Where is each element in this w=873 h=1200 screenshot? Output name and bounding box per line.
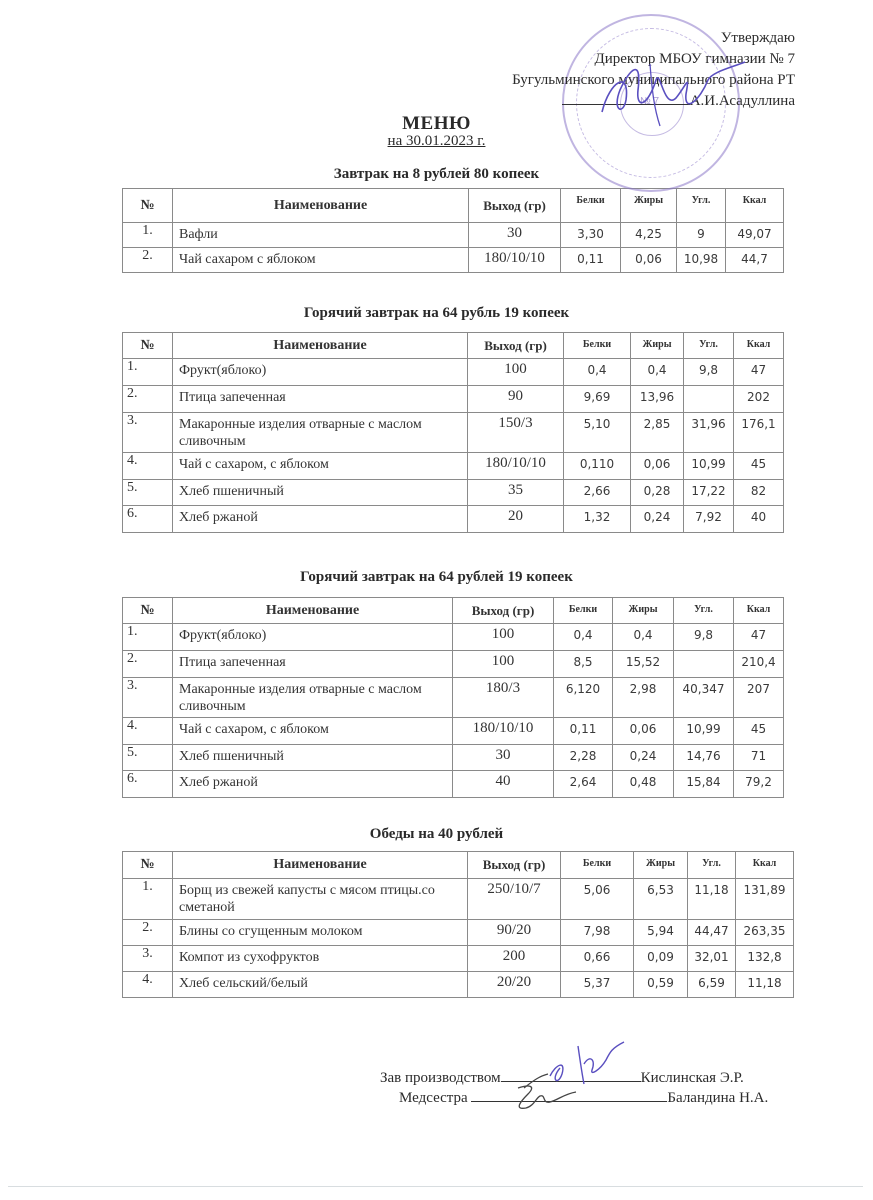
row-carbs: 32,01: [688, 946, 736, 972]
col-name: Наименование: [173, 189, 469, 223]
row-carbs: 15,84: [674, 771, 734, 798]
row-carbs: [674, 651, 734, 678]
row-fat: 5,94: [634, 920, 688, 946]
row-fat: 0,4: [613, 624, 674, 651]
row-no: 5.: [123, 745, 173, 771]
table-row: [123, 920, 794, 946]
stamp-number: № 7: [640, 96, 660, 107]
signer-name: Баландина Н.А.: [667, 1090, 769, 1106]
row-name: Птица запеченная: [173, 386, 468, 413]
row-yield: 180/3: [453, 678, 554, 718]
row-protein: 8,5: [554, 651, 613, 678]
col-kcal: Ккал: [736, 852, 794, 879]
row-kcal: 11,18: [736, 972, 794, 998]
row-no: 3.: [123, 413, 173, 453]
table-header-row: [123, 852, 794, 879]
row-kcal: 40: [734, 506, 784, 533]
page-title: МЕНЮ: [402, 113, 471, 134]
row-fat: 0,06: [621, 248, 677, 273]
row-no: 1.: [123, 879, 173, 920]
row-kcal: 176,1: [734, 413, 784, 453]
signature-row-nurse: [380, 1088, 768, 1108]
row-no: 5.: [123, 480, 173, 506]
col-no: №: [123, 189, 173, 223]
row-fat: 2,98: [613, 678, 674, 718]
row-kcal: 210,4: [734, 651, 784, 678]
row-carbs: 10,99: [674, 718, 734, 745]
section-title-breakfast: Завтрак на 8 рублей 80 копеек: [333, 166, 540, 182]
row-protein: 9,69: [564, 386, 631, 413]
row-kcal: 45: [734, 718, 784, 745]
section-title-hot-breakfast-1: Горячий завтрак на 64 рубль 19 копеек: [303, 305, 570, 321]
row-name: Чай сахаром с яблоком: [173, 248, 469, 273]
row-name: Хлеб пшеничный: [173, 745, 453, 771]
row-fat: 15,52: [613, 651, 674, 678]
row-name: Макаронные изделия отварные с маслом сливочным: [173, 678, 453, 718]
col-protein: Белки: [554, 598, 613, 624]
row-carbs: [684, 386, 734, 413]
row-protein: 2,64: [554, 771, 613, 798]
col-no: №: [123, 598, 173, 624]
approval-district: Бугульминского муниципального района РТ: [512, 72, 795, 88]
table-row: [123, 678, 784, 718]
signature-line: [501, 1068, 641, 1082]
col-name: Наименование: [173, 852, 468, 879]
row-yield: 40: [453, 771, 554, 798]
col-yield: Выход (гр): [469, 189, 561, 223]
row-yield: 200: [468, 946, 561, 972]
table-header-row: [123, 333, 784, 359]
row-protein: 2,28: [554, 745, 613, 771]
col-name: Наименование: [173, 333, 468, 359]
col-no: №: [123, 852, 173, 879]
row-no: 6.: [123, 771, 173, 798]
row-yield: 250/10/7: [468, 879, 561, 920]
row-protein: 0,66: [561, 946, 634, 972]
row-kcal: 207: [734, 678, 784, 718]
row-kcal: 202: [734, 386, 784, 413]
col-no: №: [123, 333, 173, 359]
row-carbs: 11,18: [688, 879, 736, 920]
col-kcal: Ккал: [726, 189, 784, 223]
row-yield: 20: [468, 506, 564, 533]
table-header-row: [123, 598, 784, 624]
section-title-hot-breakfast-2: Горячий завтрак на 64 рублей 19 копеек: [300, 569, 573, 585]
row-name: Хлеб ржаной: [173, 771, 453, 798]
row-kcal: 132,8: [736, 946, 794, 972]
row-no: 1.: [123, 223, 173, 248]
approval-signer-row: [512, 91, 795, 112]
row-fat: 0,4: [631, 359, 684, 386]
col-kcal: Ккал: [734, 598, 784, 624]
col-name: Наименование: [173, 598, 453, 624]
row-kcal: 71: [734, 745, 784, 771]
table-row: [123, 480, 784, 506]
row-fat: 0,24: [631, 506, 684, 533]
row-name: Птица запеченная: [173, 651, 453, 678]
signer-role: Медсестра: [399, 1090, 468, 1106]
row-yield: 30: [469, 223, 561, 248]
row-carbs: 14,76: [674, 745, 734, 771]
scan-edge-divider: [8, 1186, 863, 1187]
row-name: Фрукт(яблоко): [173, 624, 453, 651]
row-carbs: 10,99: [684, 453, 734, 480]
row-name: Блины со сгущенным молоком: [173, 920, 468, 946]
table-row: [123, 453, 784, 480]
row-protein: 7,98: [561, 920, 634, 946]
row-fat: 6,53: [634, 879, 688, 920]
approval-block: [512, 28, 795, 112]
row-yield: 180/10/10: [468, 453, 564, 480]
row-protein: 5,10: [564, 413, 631, 453]
row-kcal: 45: [734, 453, 784, 480]
table-row: [123, 413, 784, 453]
menu-table-hot-breakfast-2: [122, 597, 784, 798]
signature-block: [380, 1068, 768, 1108]
row-carbs: 9,8: [674, 624, 734, 651]
row-fat: 0,06: [631, 453, 684, 480]
row-protein: 6,120: [554, 678, 613, 718]
col-protein: Белки: [561, 852, 634, 879]
col-fat: Жиры: [621, 189, 677, 223]
signature-line: [471, 1088, 667, 1102]
table-row: [123, 879, 794, 920]
row-no: 4.: [123, 718, 173, 745]
row-yield: 100: [453, 651, 554, 678]
row-kcal: 44,7: [726, 248, 784, 273]
row-kcal: 79,2: [734, 771, 784, 798]
table-row: [123, 946, 794, 972]
table-row: [123, 248, 784, 273]
row-fat: 13,96: [631, 386, 684, 413]
row-name: Чай с сахаром, с яблоком: [173, 453, 468, 480]
col-protein: Белки: [564, 333, 631, 359]
approval-position: Директор МБОУ гимназии № 7: [594, 51, 795, 67]
row-carbs: 6,59: [688, 972, 736, 998]
row-yield: 150/3: [468, 413, 564, 453]
row-no: 2.: [123, 248, 173, 273]
row-carbs: 10,98: [677, 248, 726, 273]
row-name: Хлеб пшеничный: [173, 480, 468, 506]
row-carbs: 7,92: [684, 506, 734, 533]
row-no: 1.: [123, 359, 173, 386]
row-protein: 3,30: [561, 223, 621, 248]
row-no: 1.: [123, 624, 173, 651]
col-yield: Выход (гр): [468, 852, 561, 879]
menu-table-hot-breakfast-1: [122, 332, 784, 533]
col-protein: Белки: [561, 189, 621, 223]
row-fat: 0,59: [634, 972, 688, 998]
row-protein: 0,11: [554, 718, 613, 745]
table-row: [123, 506, 784, 533]
table-row: [123, 771, 784, 798]
row-no: 2.: [123, 920, 173, 946]
signature-row-production: [380, 1068, 768, 1088]
row-fat: 2,85: [631, 413, 684, 453]
table-row: [123, 718, 784, 745]
row-fat: 4,25: [621, 223, 677, 248]
row-protein: 1,32: [564, 506, 631, 533]
row-protein: 5,37: [561, 972, 634, 998]
row-yield: 180/10/10: [453, 718, 554, 745]
col-fat: Жиры: [631, 333, 684, 359]
table-row: [123, 359, 784, 386]
row-no: 4.: [123, 453, 173, 480]
table-row: [123, 624, 784, 651]
row-carbs: 9,8: [684, 359, 734, 386]
col-fat: Жиры: [634, 852, 688, 879]
table-row: [123, 223, 784, 248]
row-kcal: 131,89: [736, 879, 794, 920]
row-carbs: 17,22: [684, 480, 734, 506]
row-name: Хлеб сельский/белый: [173, 972, 468, 998]
row-name: Макаронные изделия отварные с маслом сливочным: [173, 413, 468, 453]
row-no: 2.: [123, 386, 173, 413]
row-carbs: 40,347: [674, 678, 734, 718]
row-no: 3.: [123, 678, 173, 718]
table-row: [123, 651, 784, 678]
row-protein: 2,66: [564, 480, 631, 506]
row-carbs: 44,47: [688, 920, 736, 946]
row-kcal: 47: [734, 359, 784, 386]
row-protein: 0,4: [564, 359, 631, 386]
row-name: Фрукт(яблоко): [173, 359, 468, 386]
row-protein: 0,11: [561, 248, 621, 273]
approval-signer: А.И.Асадуллина: [689, 93, 795, 109]
row-fat: 0,09: [634, 946, 688, 972]
col-kcal: Ккал: [734, 333, 784, 359]
row-no: 4.: [123, 972, 173, 998]
signer-role: Зав производством: [380, 1070, 501, 1086]
row-yield: 100: [453, 624, 554, 651]
table-row: [123, 386, 784, 413]
row-carbs: 9: [677, 223, 726, 248]
col-carbs: Угл.: [684, 333, 734, 359]
row-yield: 180/10/10: [469, 248, 561, 273]
row-yield: 90: [468, 386, 564, 413]
row-carbs: 31,96: [684, 413, 734, 453]
row-name: Вафли: [173, 223, 469, 248]
col-yield: Выход (гр): [453, 598, 554, 624]
row-name: Хлеб ржаной: [173, 506, 468, 533]
row-protein: 5,06: [561, 879, 634, 920]
table-row: [123, 972, 794, 998]
row-fat: 0,06: [613, 718, 674, 745]
table-header-row: [123, 189, 784, 223]
row-yield: 90/20: [468, 920, 561, 946]
row-fat: 0,28: [631, 480, 684, 506]
row-yield: 100: [468, 359, 564, 386]
menu-table-lunch: [122, 851, 794, 998]
col-carbs: Угл.: [677, 189, 726, 223]
section-title-lunch: Обеды на 40 рублей: [369, 826, 504, 842]
row-yield: 20/20: [468, 972, 561, 998]
row-name: Чай с сахаром, с яблоком: [173, 718, 453, 745]
col-fat: Жиры: [613, 598, 674, 624]
col-carbs: Угл.: [674, 598, 734, 624]
row-name: Борщ из свежей капусты с мясом птицы.со сметаной: [173, 879, 468, 920]
row-yield: 30: [453, 745, 554, 771]
approval-heading: Утверждаю: [720, 30, 795, 46]
row-name: Компот из сухофруктов: [173, 946, 468, 972]
row-kcal: 82: [734, 480, 784, 506]
col-yield: Выход (гр): [468, 333, 564, 359]
table-row: [123, 745, 784, 771]
row-protein: 0,4: [554, 624, 613, 651]
signature-line: [562, 91, 690, 105]
row-fat: 0,24: [613, 745, 674, 771]
row-protein: 0,110: [564, 453, 631, 480]
row-kcal: 47: [734, 624, 784, 651]
row-kcal: 49,07: [726, 223, 784, 248]
col-carbs: Угл.: [688, 852, 736, 879]
row-no: 3.: [123, 946, 173, 972]
row-kcal: 263,35: [736, 920, 794, 946]
row-no: 6.: [123, 506, 173, 533]
row-no: 2.: [123, 651, 173, 678]
row-yield: 35: [468, 480, 564, 506]
signer-name: Кислинская Э.Р.: [640, 1070, 744, 1086]
menu-date: на 30.01.2023 г.: [387, 133, 486, 149]
row-fat: 0,48: [613, 771, 674, 798]
menu-table-breakfast: [122, 188, 784, 273]
